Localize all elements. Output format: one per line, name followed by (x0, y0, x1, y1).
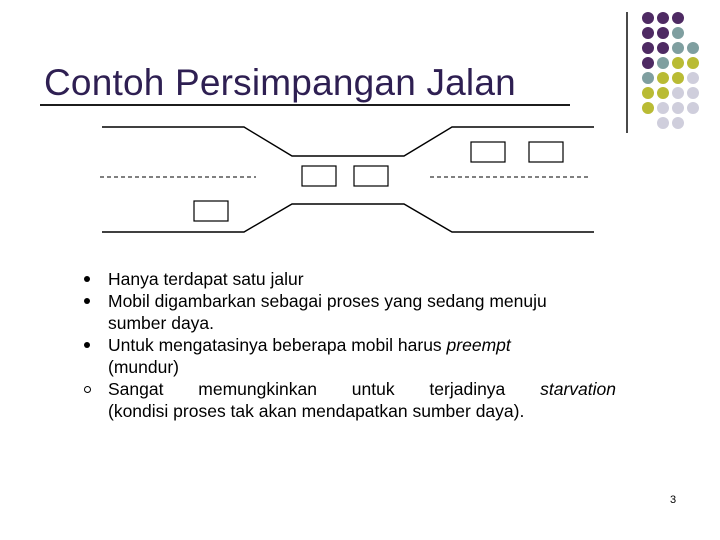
decorative-dot (657, 57, 669, 69)
decorative-dot (642, 72, 654, 84)
bullet-item: Mobil digambarkan sebagai proses yang sedang menuju sumber daya. (84, 290, 616, 334)
decorative-dot (642, 57, 654, 69)
decorative-dot (687, 42, 699, 54)
vertical-divider (626, 12, 628, 133)
decorative-dot (642, 102, 654, 114)
bullet-list (84, 268, 616, 422)
road-top-edge (102, 127, 594, 156)
decorative-dot (657, 72, 669, 84)
decorative-dot (642, 87, 654, 99)
decorative-dot (672, 117, 684, 129)
decorative-dot (657, 42, 669, 54)
bullet-item: Sangat memungkinkan untuk terjadinya starvation (kondisi proses tak akan mendapatkan sumber daya). (84, 378, 616, 422)
bullet-item: Hanya terdapat satu jalur (84, 268, 616, 290)
decorative-dot (687, 57, 699, 69)
decorative-dot (657, 102, 669, 114)
decorative-dot (672, 12, 684, 24)
decorative-dot (642, 42, 654, 54)
decorative-dot (672, 42, 684, 54)
car-box (529, 142, 563, 162)
decorative-dot (642, 27, 654, 39)
title-underline (40, 104, 570, 106)
slide-title: Contoh Persimpangan Jalan (44, 62, 516, 103)
decorative-dot (672, 27, 684, 39)
decorative-dot (672, 87, 684, 99)
bullet-dot-icon (84, 298, 90, 304)
decorative-dot (672, 102, 684, 114)
decorative-dot (657, 87, 669, 99)
bullet-item: Untuk mengatasinya beberapa mobil harus preempt (mundur) (84, 334, 616, 378)
decorative-dot (672, 57, 684, 69)
decorative-dot (687, 87, 699, 99)
decorative-dot (672, 72, 684, 84)
bullet-dot-icon (84, 342, 90, 348)
decorative-dot (642, 12, 654, 24)
road-intersection-diagram (96, 122, 596, 238)
car-box (354, 166, 388, 186)
decorative-dot (687, 72, 699, 84)
decorative-dot (657, 12, 669, 24)
car-box (302, 166, 336, 186)
road-bottom-edge (102, 204, 594, 232)
page-number: 3 (670, 494, 677, 506)
bullet-dot-icon (84, 276, 90, 282)
decorative-dot (687, 102, 699, 114)
bullet-dot-icon (84, 386, 91, 393)
decorative-dot (657, 117, 669, 129)
car-box (471, 142, 505, 162)
car-box (194, 201, 228, 221)
decorative-dot (657, 27, 669, 39)
